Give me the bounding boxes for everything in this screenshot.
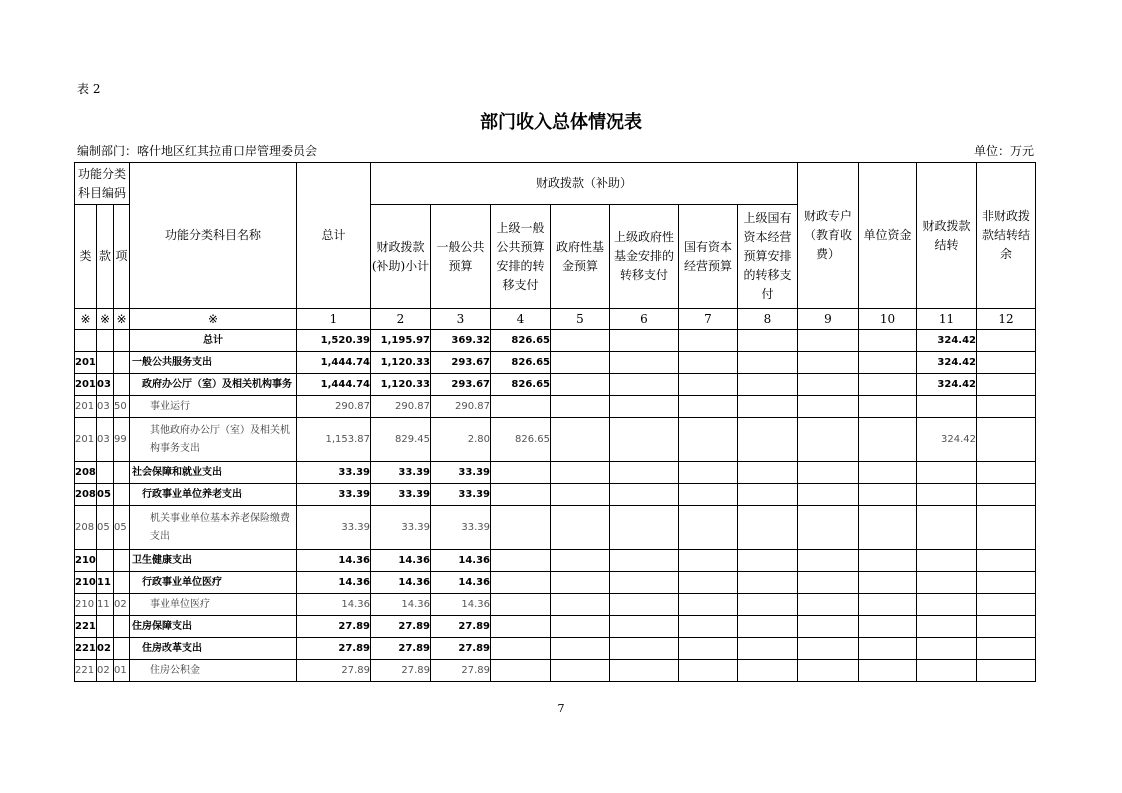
amount-cell: 33.39 xyxy=(297,462,371,484)
amount-cell: 2.80 xyxy=(431,418,491,462)
amount-cell xyxy=(977,616,1036,638)
item-name-cell: 总计 xyxy=(130,330,297,352)
amount-cell xyxy=(679,506,738,550)
code-cell-xiang xyxy=(114,374,130,396)
code-cell-kuan: 05 xyxy=(97,484,114,506)
index-cell: 12 xyxy=(977,309,1036,330)
amount-cell xyxy=(917,594,977,616)
table-row xyxy=(75,330,1036,352)
code-cell-kuan: 02 xyxy=(97,638,114,660)
gov-fund-header: 政府性基金预算 xyxy=(551,205,610,309)
amount-cell xyxy=(679,396,738,418)
code-cell-lei xyxy=(75,330,97,352)
amount-cell xyxy=(551,660,610,682)
amount-cell xyxy=(551,330,610,352)
code-cell-kuan: 03 xyxy=(97,418,114,462)
amount-cell: 14.36 xyxy=(297,550,371,572)
amount-cell: 27.89 xyxy=(371,616,431,638)
table-row xyxy=(75,506,1036,550)
amount-cell xyxy=(798,616,859,638)
amount-cell: 27.89 xyxy=(297,638,371,660)
amount-cell xyxy=(610,572,679,594)
amount-cell: 324.42 xyxy=(917,374,977,396)
amount-cell xyxy=(610,352,679,374)
index-cell: 7 xyxy=(679,309,738,330)
amount-cell: 14.36 xyxy=(297,594,371,616)
carryover-header: 财政拨款结转 xyxy=(917,163,977,309)
kuan-header: 款 xyxy=(97,205,114,309)
amount-cell: 1,444.74 xyxy=(297,352,371,374)
amount-cell: 27.89 xyxy=(297,660,371,682)
code-cell-kuan xyxy=(97,330,114,352)
index-cell: 10 xyxy=(859,309,917,330)
department-label: 编制部门：喀什地区红其拉甫口岸管理委员会 xyxy=(77,144,318,158)
amount-cell xyxy=(859,330,917,352)
index-row xyxy=(75,309,1036,330)
amount-cell xyxy=(798,352,859,374)
code-cell-kuan: 11 xyxy=(97,572,114,594)
amount-cell xyxy=(679,352,738,374)
amount-cell: 290.87 xyxy=(297,396,371,418)
amount-cell xyxy=(610,550,679,572)
amount-cell xyxy=(977,638,1036,660)
amount-cell: 14.36 xyxy=(371,572,431,594)
amount-cell: 1,153.87 xyxy=(297,418,371,462)
amount-cell xyxy=(610,484,679,506)
amount-cell xyxy=(551,484,610,506)
amount-cell: 14.36 xyxy=(371,594,431,616)
amount-cell: 826.65 xyxy=(491,352,551,374)
item-name-cell: 其他政府办公厅（室）及相关机构事务支出 xyxy=(130,418,297,462)
non-fund-carryover-header: 非财政拨款结转结余 xyxy=(977,163,1036,309)
amount-cell xyxy=(859,462,917,484)
code-cell-xiang xyxy=(114,352,130,374)
table-row xyxy=(75,484,1036,506)
code-cell-xiang xyxy=(114,484,130,506)
amount-cell xyxy=(738,374,798,396)
amount-cell: 27.89 xyxy=(431,616,491,638)
amount-cell xyxy=(859,660,917,682)
fund-group-header: 财政拨款（补助） xyxy=(371,163,798,205)
code-cell-xiang: 50 xyxy=(114,396,130,418)
code-cell-xiang: 99 xyxy=(114,418,130,462)
amount-cell xyxy=(491,660,551,682)
table-row xyxy=(75,638,1036,660)
item-name-cell: 事业单位医疗 xyxy=(130,594,297,616)
code-cell-lei: 210 xyxy=(75,594,97,616)
code-group-header: 功能分类科目编码 xyxy=(75,163,130,205)
amount-cell xyxy=(977,660,1036,682)
amount-cell: 290.87 xyxy=(371,396,431,418)
amount-cell xyxy=(798,638,859,660)
code-cell-lei: 208 xyxy=(75,462,97,484)
item-name-cell: 机关事业单位基本养老保险缴费支出 xyxy=(130,506,297,550)
amount-cell: 27.89 xyxy=(371,660,431,682)
index-cell: 11 xyxy=(917,309,977,330)
code-cell-xiang xyxy=(114,616,130,638)
amount-cell xyxy=(610,594,679,616)
amount-cell xyxy=(859,484,917,506)
amount-cell xyxy=(977,484,1036,506)
code-cell-lei: 210 xyxy=(75,572,97,594)
amount-cell xyxy=(977,462,1036,484)
code-cell-lei: 208 xyxy=(75,484,97,506)
amount-cell xyxy=(491,506,551,550)
item-name-cell: 行政事业单位养老支出 xyxy=(130,484,297,506)
code-cell-lei: 208 xyxy=(75,506,97,550)
code-cell-xiang xyxy=(114,638,130,660)
amount-cell: 27.89 xyxy=(371,638,431,660)
item-name-cell: 行政事业单位医疗 xyxy=(130,572,297,594)
table-row xyxy=(75,352,1036,374)
amount-cell xyxy=(738,396,798,418)
code-cell-kuan xyxy=(97,550,114,572)
amount-cell xyxy=(551,638,610,660)
amount-cell xyxy=(738,330,798,352)
amount-cell xyxy=(679,572,738,594)
amount-cell xyxy=(491,550,551,572)
table-row xyxy=(75,572,1036,594)
unit-label: 单位：万元 xyxy=(973,144,1034,158)
amount-cell: 14.36 xyxy=(431,572,491,594)
amount-cell xyxy=(977,418,1036,462)
amount-cell xyxy=(491,462,551,484)
table-row xyxy=(75,550,1036,572)
amount-cell: 826.65 xyxy=(491,330,551,352)
amount-cell xyxy=(859,550,917,572)
amount-cell xyxy=(679,330,738,352)
amount-cell xyxy=(610,660,679,682)
amount-cell xyxy=(917,660,977,682)
code-cell-lei: 201 xyxy=(75,418,97,462)
amount-cell xyxy=(859,572,917,594)
amount-cell: 829.45 xyxy=(371,418,431,462)
amount-cell: 1,444.74 xyxy=(297,374,371,396)
item-name-cell: 社会保障和就业支出 xyxy=(130,462,297,484)
index-cell: 9 xyxy=(798,309,859,330)
index-cell: 3 xyxy=(431,309,491,330)
amount-cell xyxy=(491,484,551,506)
amount-cell: 27.89 xyxy=(297,616,371,638)
index-cell: 1 xyxy=(297,309,371,330)
code-cell-xiang xyxy=(114,572,130,594)
amount-cell xyxy=(491,572,551,594)
index-cell: 4 xyxy=(491,309,551,330)
code-cell-xiang: 02 xyxy=(114,594,130,616)
amount-cell xyxy=(491,594,551,616)
code-cell-xiang xyxy=(114,330,130,352)
amount-cell xyxy=(738,418,798,462)
lei-header: 类 xyxy=(75,205,97,309)
amount-cell xyxy=(798,484,859,506)
amount-cell xyxy=(798,396,859,418)
index-cell: ※ xyxy=(114,309,130,330)
name-header: 功能分类科目名称 xyxy=(130,163,297,309)
code-cell-kuan: 02 xyxy=(97,660,114,682)
code-cell-kuan xyxy=(97,616,114,638)
income-table xyxy=(74,162,1036,682)
amount-cell xyxy=(679,550,738,572)
amount-cell xyxy=(917,550,977,572)
general-budget-header: 一般公共预算 xyxy=(431,205,491,309)
amount-cell: 369.32 xyxy=(431,330,491,352)
amount-cell xyxy=(859,396,917,418)
amount-cell xyxy=(610,616,679,638)
amount-cell xyxy=(610,396,679,418)
code-cell-xiang xyxy=(114,550,130,572)
amount-cell xyxy=(977,352,1036,374)
code-cell-kuan xyxy=(97,462,114,484)
amount-cell xyxy=(738,352,798,374)
amount-cell xyxy=(738,660,798,682)
amount-cell xyxy=(798,506,859,550)
amount-cell xyxy=(738,572,798,594)
amount-cell xyxy=(859,616,917,638)
item-name-cell: 住房改革支出 xyxy=(130,638,297,660)
amount-cell xyxy=(859,594,917,616)
amount-cell xyxy=(551,550,610,572)
table-row xyxy=(75,396,1036,418)
code-cell-lei: 201 xyxy=(75,396,97,418)
amount-cell: 293.67 xyxy=(431,352,491,374)
upper-general-header: 上级一般公共预算安排的转移支付 xyxy=(491,205,551,309)
amount-cell xyxy=(551,418,610,462)
fund-subtotal-header: 财政拨款(补助)小计 xyxy=(371,205,431,309)
amount-cell xyxy=(738,506,798,550)
amount-cell xyxy=(798,660,859,682)
amount-cell xyxy=(977,330,1036,352)
index-cell: ※ xyxy=(130,309,297,330)
amount-cell xyxy=(917,462,977,484)
amount-cell: 324.42 xyxy=(917,418,977,462)
amount-cell xyxy=(679,616,738,638)
code-cell-xiang xyxy=(114,462,130,484)
code-cell-lei: 221 xyxy=(75,638,97,660)
amount-cell: 1,120.33 xyxy=(371,374,431,396)
amount-cell xyxy=(610,462,679,484)
amount-cell xyxy=(859,506,917,550)
amount-cell: 826.65 xyxy=(491,418,551,462)
amount-cell xyxy=(738,638,798,660)
amount-cell: 33.39 xyxy=(431,484,491,506)
amount-cell xyxy=(551,374,610,396)
amount-cell xyxy=(798,330,859,352)
amount-cell xyxy=(798,418,859,462)
amount-cell xyxy=(977,396,1036,418)
amount-cell xyxy=(977,374,1036,396)
page-title: 部门收入总体情况表 xyxy=(480,112,642,133)
code-cell-lei: 221 xyxy=(75,660,97,682)
code-cell-xiang: 01 xyxy=(114,660,130,682)
item-name-cell: 政府办公厅（室）及相关机构事务 xyxy=(130,374,297,396)
table-row xyxy=(75,616,1036,638)
amount-cell xyxy=(679,660,738,682)
table-row xyxy=(75,462,1036,484)
amount-cell xyxy=(491,396,551,418)
amount-cell: 14.36 xyxy=(431,594,491,616)
amount-cell xyxy=(917,638,977,660)
amount-cell xyxy=(679,484,738,506)
amount-cell: 1,520.39 xyxy=(297,330,371,352)
table-row xyxy=(75,374,1036,396)
code-cell-kuan: 03 xyxy=(97,374,114,396)
state-capital-header: 国有资本经营预算 xyxy=(679,205,738,309)
amount-cell xyxy=(551,352,610,374)
amount-cell: 33.39 xyxy=(371,484,431,506)
amount-cell: 14.36 xyxy=(297,572,371,594)
amount-cell xyxy=(917,484,977,506)
amount-cell: 33.39 xyxy=(297,484,371,506)
amount-cell xyxy=(977,572,1036,594)
code-cell-lei: 201 xyxy=(75,374,97,396)
amount-cell xyxy=(738,462,798,484)
amount-cell xyxy=(859,374,917,396)
amount-cell xyxy=(679,418,738,462)
item-name-cell: 事业运行 xyxy=(130,396,297,418)
amount-cell xyxy=(738,484,798,506)
total-header: 总计 xyxy=(297,163,371,309)
amount-cell xyxy=(610,506,679,550)
amount-cell xyxy=(610,330,679,352)
amount-cell: 27.89 xyxy=(431,638,491,660)
amount-cell xyxy=(551,506,610,550)
amount-cell xyxy=(977,506,1036,550)
amount-cell xyxy=(679,594,738,616)
amount-cell: 33.39 xyxy=(431,506,491,550)
upper-state-capital-header: 上级国有资本经营预算安排的转移支付 xyxy=(738,205,798,309)
amount-cell xyxy=(679,462,738,484)
amount-cell xyxy=(738,616,798,638)
amount-cell xyxy=(551,594,610,616)
amount-cell xyxy=(610,638,679,660)
amount-cell: 14.36 xyxy=(371,550,431,572)
amount-cell xyxy=(917,572,977,594)
table-row xyxy=(75,594,1036,616)
amount-cell xyxy=(551,616,610,638)
amount-cell xyxy=(917,506,977,550)
amount-cell xyxy=(977,594,1036,616)
item-name-cell: 住房保障支出 xyxy=(130,616,297,638)
amount-cell xyxy=(738,594,798,616)
code-cell-lei: 221 xyxy=(75,616,97,638)
amount-cell xyxy=(977,550,1036,572)
amount-cell: 293.67 xyxy=(431,374,491,396)
amount-cell xyxy=(859,638,917,660)
amount-cell xyxy=(551,572,610,594)
amount-cell: 1,120.33 xyxy=(371,352,431,374)
amount-cell xyxy=(798,550,859,572)
unit-fund-header: 单位资金 xyxy=(859,163,917,309)
amount-cell xyxy=(491,638,551,660)
code-cell-kuan: 11 xyxy=(97,594,114,616)
amount-cell xyxy=(798,374,859,396)
index-cell: 8 xyxy=(738,309,798,330)
upper-gov-fund-header: 上级政府性基金安排的转移支付 xyxy=(610,205,679,309)
amount-cell: 826.65 xyxy=(491,374,551,396)
amount-cell xyxy=(798,572,859,594)
amount-cell xyxy=(491,616,551,638)
index-cell: ※ xyxy=(75,309,97,330)
item-name-cell: 住房公积金 xyxy=(130,660,297,682)
index-cell: 2 xyxy=(371,309,431,330)
amount-cell xyxy=(798,462,859,484)
table-number: 表 2 xyxy=(77,82,101,96)
code-cell-kuan xyxy=(97,352,114,374)
item-name-cell: 卫生健康支出 xyxy=(130,550,297,572)
table-row xyxy=(75,660,1036,682)
amount-cell xyxy=(610,374,679,396)
code-cell-kuan: 03 xyxy=(97,396,114,418)
index-cell: ※ xyxy=(97,309,114,330)
amount-cell: 324.42 xyxy=(917,330,977,352)
item-name-cell: 一般公共服务支出 xyxy=(130,352,297,374)
amount-cell xyxy=(859,352,917,374)
amount-cell: 27.89 xyxy=(431,660,491,682)
amount-cell xyxy=(917,396,977,418)
page-number: 7 xyxy=(557,702,565,715)
amount-cell: 33.39 xyxy=(371,506,431,550)
amount-cell: 290.87 xyxy=(431,396,491,418)
amount-cell: 324.42 xyxy=(917,352,977,374)
amount-cell xyxy=(551,396,610,418)
code-cell-kuan: 05 xyxy=(97,506,114,550)
amount-cell xyxy=(610,418,679,462)
amount-cell xyxy=(738,550,798,572)
amount-cell: 33.39 xyxy=(431,462,491,484)
code-cell-lei: 210 xyxy=(75,550,97,572)
amount-cell: 1,195.97 xyxy=(371,330,431,352)
edu-fee-header: 财政专户（教育收费） xyxy=(798,163,859,309)
amount-cell: 33.39 xyxy=(297,506,371,550)
amount-cell xyxy=(798,594,859,616)
xiang-header: 项 xyxy=(114,205,130,309)
index-cell: 6 xyxy=(610,309,679,330)
amount-cell: 14.36 xyxy=(431,550,491,572)
code-cell-lei: 201 xyxy=(75,352,97,374)
amount-cell xyxy=(859,418,917,462)
amount-cell xyxy=(551,462,610,484)
index-cell: 5 xyxy=(551,309,610,330)
amount-cell xyxy=(679,638,738,660)
amount-cell xyxy=(917,616,977,638)
amount-cell: 33.39 xyxy=(371,462,431,484)
amount-cell xyxy=(679,374,738,396)
table-row xyxy=(75,418,1036,462)
code-cell-xiang: 05 xyxy=(114,506,130,550)
